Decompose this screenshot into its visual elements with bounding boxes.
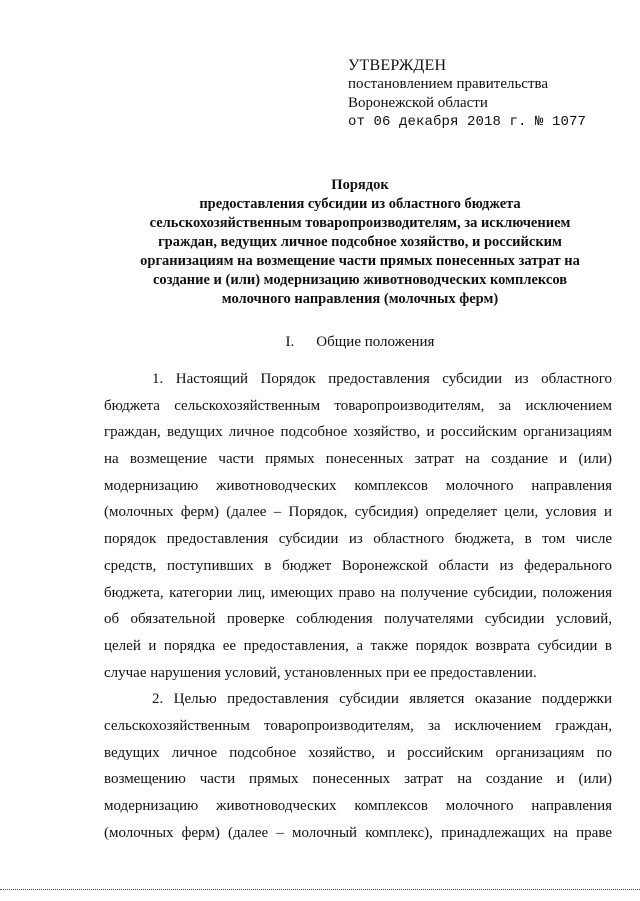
paragraph-2-line: (молочных ферм) (далее – молочный комплекс), принадлежащих на праве <box>104 824 612 841</box>
title-line: создание и (или) модернизацию животноводческих комплексов <box>152 272 568 288</box>
approval-heading: УТВЕРЖДЕН <box>348 57 447 74</box>
approval-line-2: Воронежской области <box>348 95 488 111</box>
paragraph-1-line: порядок предоставления субсидии из областного бюджета, в том числе <box>104 531 612 548</box>
page-bottom-rule <box>0 889 640 890</box>
document-title <box>100 176 620 309</box>
paragraph-1-line: случае нарушения условий, установленных при ее предоставлении. <box>104 664 537 681</box>
paragraph-1-line: средств, поступивших в бюджет Воронежской области из федерального <box>104 557 612 574</box>
paragraph-2-line: модернизацию животноводческих комплексов молочного направления <box>104 798 612 814</box>
document-body <box>104 366 612 846</box>
title-line: молочного направления (молочных ферм) <box>221 291 499 307</box>
section-heading <box>100 333 620 351</box>
paragraph-1-line: бюджета сельскохозяйственным товаропроизводителям, за исключением <box>104 397 612 414</box>
section-title: Общие положения <box>316 334 435 350</box>
approval-date-number: от 06 декабря 2018 г. № 1077 <box>348 114 587 130</box>
approval-block <box>346 57 626 132</box>
paragraph-1-line: целей и порядка ее предоставления, а также порядок возврата субсидии в <box>104 637 612 654</box>
title-line: организациям на возмещение части прямых понесенных затрат на <box>140 253 580 269</box>
paragraph-2-line: 2. Целью предоставления субсидии является оказание поддержки <box>152 691 612 708</box>
section-number: I. <box>285 334 295 350</box>
paragraph-1-line: 1. Настоящий Порядок предоставления субсидии из областного <box>152 371 612 387</box>
paragraph-1-line: (молочных ферм) (далее – Порядок, субсидия) определяет цели, условия и <box>104 504 612 521</box>
paragraph-2-line: сельскохозяйственным товаропроизводителям, за исключением граждан, <box>104 717 612 734</box>
title-line: сельскохозяйственным товаропроизводителям, за исключением <box>149 215 571 231</box>
paragraph-1-line: об обязательной проверке соблюдения получателями субсидии условий, <box>104 611 612 628</box>
paragraph-1-line: модернизацию животноводческих комплексов молочного направления <box>104 477 612 494</box>
title-line: граждан, ведущих личное подсобное хозяйство, и российским <box>158 234 562 250</box>
paragraph-1-line: бюджета, категории лиц, имеющих право на получение субсидии, положения <box>104 584 612 601</box>
paragraph-1-line: граждан, ведущих личное подсобное хозяйство, и российским организациям <box>104 424 612 441</box>
paragraph-2-line: ведущих личное подсобное хозяйство, и российским организациям по <box>104 744 612 761</box>
paragraph-2-line: возмещению части прямых понесенных затрат на создание и (или) <box>104 771 612 788</box>
title-line: предоставления субсидии из областного бюджета <box>199 196 521 212</box>
approval-line-1: постановлением правительства <box>348 76 549 92</box>
paragraph-1-line: на возмещение части прямых понесенных затрат на создание и (или) <box>104 451 612 468</box>
title-line: Порядок <box>331 177 389 193</box>
